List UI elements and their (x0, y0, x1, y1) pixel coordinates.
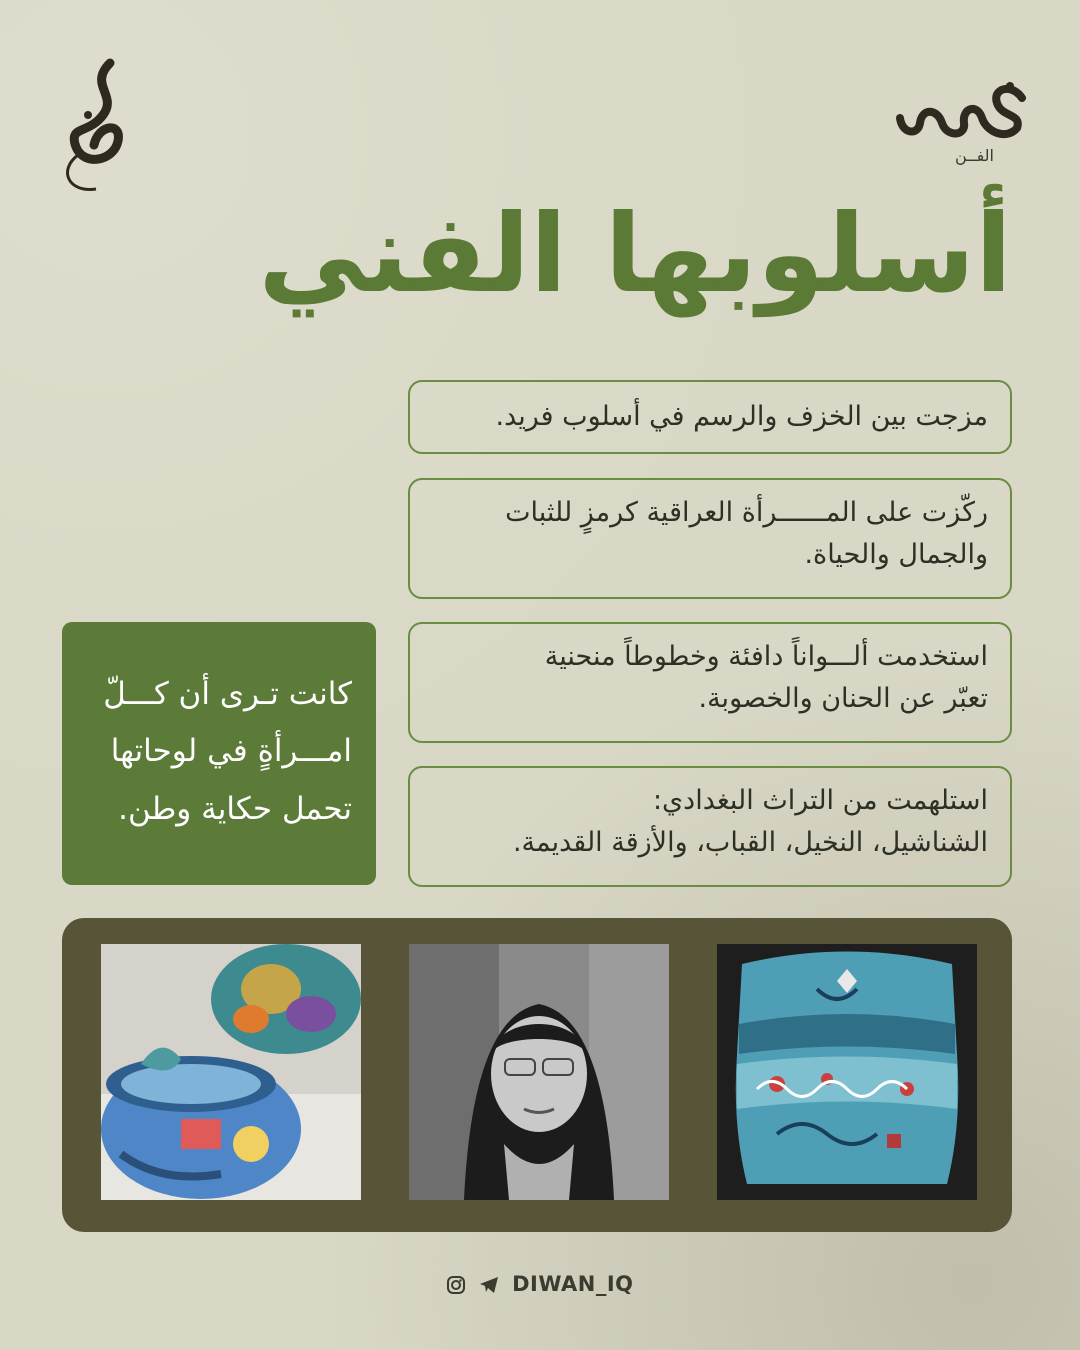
fact-line: الشناشيل، النخيل، القباب، والأزقة القديمة. (512, 826, 988, 858)
fact-line: استلهمت من التراث البغدادي: (652, 785, 988, 816)
quote-line: امـــرأةٍ في لوحاتها (110, 733, 352, 770)
fact-card (408, 380, 1012, 454)
instagram-icon[interactable] (446, 1275, 466, 1295)
quote-box (62, 622, 376, 885)
ceramic-bowls-photo (101, 944, 361, 1200)
calligraphy-logo-icon (48, 55, 143, 195)
diwan-brand-logo (892, 78, 1032, 173)
quote-line: كانت تـرى أن كـــلّ (103, 676, 352, 712)
artist-portrait-photo (409, 944, 669, 1200)
fact-card (408, 622, 1012, 743)
ceramic-panel-photo (717, 944, 977, 1200)
social-footer (0, 1272, 1080, 1296)
social-handle[interactable]: DIWAN_IQ (512, 1272, 634, 1296)
fact-card (408, 766, 1012, 887)
fact-text: مزجت بين الخزف والرسم في أسلوب فريد. (495, 401, 988, 432)
diwan-logo-icon (892, 78, 1032, 148)
fact-card (408, 478, 1012, 599)
fact-line: تعبّر عن الحنان والخصوبة. (698, 682, 988, 714)
page-title: أسلوبها الفني (258, 192, 1012, 317)
fact-line: استخدمت ألـــواناً دافئة وخطوطاً منحنية (544, 641, 988, 672)
fact-line: والجمال والحياة. (804, 538, 988, 570)
quote-line: تحمل حكاية وطن. (118, 790, 352, 827)
logo-subtitle: الفــن (955, 146, 994, 165)
fact-line: ركّزت على المــــــرأة العراقية كرمزٍ للثبات (505, 497, 988, 528)
image-gallery (62, 918, 1012, 1232)
telegram-icon[interactable] (478, 1275, 500, 1295)
